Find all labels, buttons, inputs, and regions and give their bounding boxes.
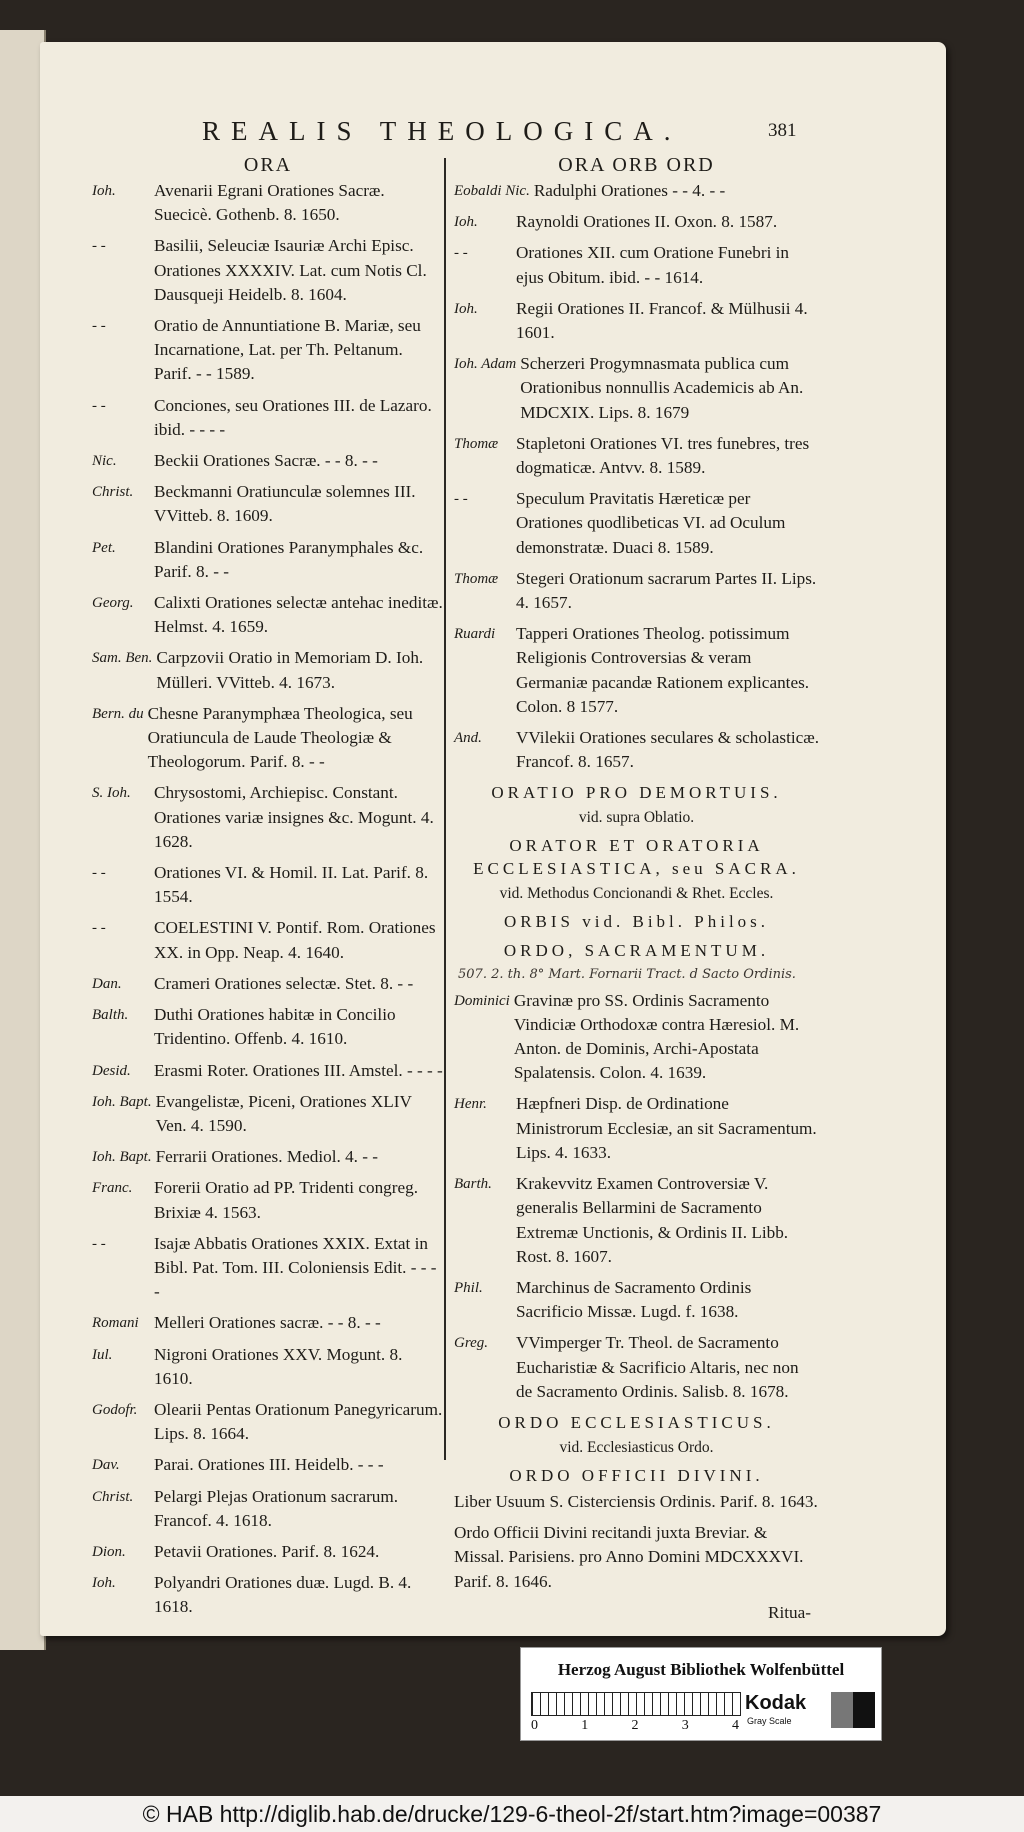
- entry-text: Ordo Officii Divini recitandi juxta Breviar. & Missal. Parisiens. pro Anno Domini MDCXXXVI. Parif. 8. 1646.: [454, 1523, 804, 1591]
- bibliography-entry: [454, 179, 819, 203]
- bibliography-entry: [92, 449, 444, 473]
- entry-author-prefix: Greg.: [454, 1335, 489, 1352]
- section-heading: ORATOR ET ORATORIA ECCLESIASTICA, seu SACRA.: [473, 836, 800, 879]
- entry-text: Orationes VI. & Homil. II. Lat. Parif. 8. 1554.: [154, 863, 429, 907]
- entry-author-prefix: - -: [454, 491, 468, 508]
- bibliography-entry: [92, 1145, 444, 1169]
- color-calibration-card: [520, 1647, 882, 1741]
- entry-text: Isajæ Abbatis Orationes XXIX. Extat in Bibl. Pat. Tom. III. Coloniensis Edit. - - - -: [154, 1233, 437, 1302]
- right-column-head: ORA ORB ORD: [558, 154, 715, 176]
- entry-author-prefix: Ioh. Bapt.: [92, 1093, 152, 1110]
- entry-text: Scherzeri Progymnasmata publica cum Orationibus nonnullis Academicis ab An. MDCXIX. Lips. 8. 1679: [520, 354, 804, 422]
- bibliography-entry: [454, 210, 819, 234]
- bibliography-entry: [92, 1059, 444, 1083]
- bibliography-entry: [92, 179, 444, 227]
- entry-author-prefix: Nic.: [92, 453, 117, 470]
- entry-text: Orationes XII. cum Oratione Funebri in ejus Obitum. ibid. - - 1614.: [516, 243, 790, 287]
- entry-author-prefix: Ioh.: [454, 300, 478, 317]
- entry-text: Chrysostomi, Archiepisc. Constant. Orationes variæ insignes &c. Mogunt. 4. 1628.: [154, 783, 434, 851]
- entry-author-prefix: Franc.: [92, 1180, 133, 1197]
- entry-text: Radulphi Orationes - - 4. - -: [533, 181, 726, 200]
- entry-author-prefix: Christ.: [92, 484, 134, 501]
- bibliography-entry: [92, 972, 444, 996]
- entry-text: VVilekii Orationes seculares & scholasticæ. Francof. 8. 1657.: [516, 728, 820, 772]
- gray-patch-dark: [853, 1692, 875, 1728]
- entry-author-prefix: Eobaldi Nic.: [454, 183, 530, 199]
- bibliography-entry: [454, 1276, 819, 1324]
- bibliography-entry: [454, 1331, 819, 1404]
- entry-author-prefix: Phil.: [454, 1279, 483, 1296]
- entry-text: Evangelistæ, Piceni, Orationes XLIV Ven. 4. 1590.: [155, 1091, 412, 1135]
- bibliography-entry: [92, 1232, 444, 1305]
- entry-author-prefix: And.: [454, 730, 482, 747]
- entry-text: Petavii Orationes. Parif. 8. 1624.: [154, 1541, 380, 1561]
- copyright-footer: © HAB http://diglib.hab.de/drucke/129-6-theol-2f/start.htm?image=00387: [0, 1796, 1024, 1832]
- bibliography-entry: [454, 567, 819, 615]
- handwritten-annotation: 507. 2. th. 8° Mart. Fornarii Tract. d Sacto Ordinis.: [458, 967, 796, 983]
- entry-text: Marchinus de Sacramento Ordinis Sacrificio Missæ. Lugd. f. 1638.: [516, 1277, 752, 1322]
- bibliography-entry: [92, 1485, 444, 1533]
- entry-text: Polyandri Orationes duæ. Lugd. B. 4. 1618.: [154, 1573, 412, 1617]
- entry-author-prefix: Pet.: [92, 539, 116, 556]
- bibliography-entry: [454, 297, 819, 345]
- entry-text: Crameri Orationes selectæ. Stet. 8. - -: [154, 973, 414, 993]
- left-column-head: ORA: [243, 154, 293, 176]
- entry-author-prefix: - -: [92, 865, 106, 882]
- section-heading: ORBIS vid. Bibl. Philos.: [503, 912, 770, 932]
- entry-author-prefix: Iul.: [92, 1346, 113, 1363]
- gray-patch-mid: [831, 1692, 853, 1728]
- entry-author-prefix: Thomæ: [454, 570, 499, 587]
- bibliography-entry: [92, 1176, 444, 1224]
- entry-author-prefix: Ruardi: [454, 626, 496, 643]
- entry-author-prefix: Ioh.: [92, 1575, 116, 1592]
- entry-author-prefix: S. Ioh.: [92, 785, 131, 802]
- bibliography-entry: [92, 480, 444, 528]
- bibliography-entry: [92, 1453, 444, 1477]
- entry-author-prefix: Romani: [92, 1315, 139, 1332]
- bibliography-entry: [454, 1521, 819, 1594]
- entry-author-prefix: - -: [92, 920, 106, 937]
- entry-author-prefix: Dominici: [454, 992, 510, 1009]
- entry-text: Calixti Orationes selectæ antehac ineditæ. Helmst. 4. 1659.: [154, 593, 443, 637]
- entry-author-prefix: Henr.: [454, 1096, 487, 1113]
- bibliography-entry: [92, 394, 444, 442]
- entry-author-prefix: Sam. Ben.: [92, 650, 153, 667]
- entry-text: Stapletoni Orationes VI. tres funebres, tres dogmaticæ. Antvv. 8. 1589.: [516, 433, 810, 478]
- library-name: Herzog August Bibliothek Wolfenbüttel: [557, 1660, 845, 1679]
- bibliography-entry: [454, 1092, 819, 1165]
- entry-author-prefix: Dan.: [92, 975, 122, 992]
- kodak-logo: Kodak: [745, 1692, 807, 1714]
- entry-author-prefix: Desid.: [92, 1062, 131, 1079]
- entry-author-prefix: - -: [92, 238, 106, 255]
- section-ref: vid. supra Oblatio.: [578, 809, 695, 827]
- entry-author-prefix: Ioh.: [92, 183, 116, 199]
- entry-author-prefix: Dav.: [92, 1457, 120, 1474]
- entry-text: Pelargi Plejas Orationum sacrarum. Francof. 4. 1618.: [154, 1486, 399, 1530]
- entry-author-prefix: Ioh.: [454, 214, 478, 231]
- bibliography-entry: [92, 1343, 444, 1391]
- entry-text: Regii Orationes II. Francof. & Mülhusii 4. 1601.: [516, 298, 808, 343]
- entry-author-prefix: Ioh. Adam: [454, 356, 517, 373]
- ruler-number: 4: [732, 1718, 739, 1733]
- entry-author-prefix: Godofr.: [92, 1401, 138, 1418]
- bibliography-entry: [92, 702, 444, 775]
- column-divider: [444, 158, 446, 1460]
- ruler-numbers: [531, 1718, 739, 1734]
- entry-author-prefix: - -: [92, 318, 106, 335]
- entry-author-prefix: Ioh. Bapt.: [92, 1149, 152, 1166]
- entry-text: Blandini Orationes Paranymphales &c. Parif. 8. - -: [154, 537, 424, 581]
- entry-text: Liber Usuum S. Cisterciensis Ordinis. Parif. 8. 1643.: [454, 1491, 818, 1511]
- entry-text: Chesne Paranymphæa Theologica, seu Oratiuncula de Laude Theologiæ & Theologorum. Parif. 8. - -: [147, 703, 413, 772]
- entry-text: Beckii Orationes Sacræ. - - 8. - -: [154, 451, 378, 471]
- entry-author-prefix: - -: [92, 397, 106, 414]
- entry-author-prefix: Thomæ: [454, 435, 499, 452]
- bibliography-entry: [92, 1398, 444, 1446]
- right-column: [454, 152, 819, 1625]
- entry-text: Olearii Pentas Orationum Panegyricarum. Lips. 8. 1664.: [154, 1399, 443, 1444]
- right-entry-list-c: [454, 1490, 819, 1594]
- section-ref: vid. Methodus Concionandi & Rhet. Eccles.: [499, 885, 774, 903]
- section-heading: ORDO, SACRAMENTUM.: [503, 941, 770, 961]
- bibliography-entry: [454, 1172, 819, 1269]
- entry-text: VVimperger Tr. Theol. de Sacramento Eucharistiæ & Sacrificio Altaris, nec non de Sacramento Ordinis. Salisb. 8. 1678.: [516, 1333, 799, 1401]
- bibliography-entry: [92, 646, 444, 694]
- page-number: 381: [768, 120, 797, 141]
- gray-scale-label: Gray Scale: [747, 1716, 792, 1726]
- ruler-number: 2: [631, 1718, 639, 1733]
- entry-text: Beckmanni Oratiunculæ solemnes III. VVitteb. 8. 1609.: [154, 482, 416, 526]
- entry-text: Hæpfneri Disp. de Ordinatione Ministrorum Ecclesiæ, an sit Sacramentum. Lips. 4. 1633.: [516, 1094, 817, 1162]
- entry-text: Carpzovii Oratio in Memoriam D. Ioh. Mülleri. VVitteb. 4. 1673.: [156, 648, 424, 692]
- bibliography-entry: [454, 1490, 819, 1514]
- entry-author-prefix: Balth.: [92, 1007, 129, 1024]
- entry-author-prefix: Georg.: [92, 595, 134, 612]
- bibliography-entry: [454, 487, 819, 560]
- ruler-number: 0: [531, 1718, 538, 1733]
- section-ref: vid. Ecclesiasticus Ordo.: [559, 1438, 714, 1456]
- entry-author-prefix: Dion.: [92, 1543, 126, 1560]
- entry-text: Speculum Pravitatis Hæreticæ per Orationes quodlibeticas VI. ad Oculum demonstratæ. Duaci 8. 1589.: [516, 489, 786, 557]
- entry-text: Ferrarii Orationes. Mediol. 4. - -: [155, 1147, 379, 1167]
- entry-text: Parai. Orationes III. Heidelb. - - -: [154, 1455, 384, 1475]
- entry-text: COELESTINI V. Pontif. Rom. Orationes XX. in Opp. Neap. 4. 1640.: [154, 918, 436, 962]
- ruler-scale: [531, 1692, 741, 1716]
- bibliography-entry: [92, 1003, 444, 1051]
- entry-text: Avenarii Egrani Orationes Sacræ. Suecicè. Gothenb. 8. 1650.: [154, 181, 385, 225]
- left-column: [92, 152, 444, 1627]
- entry-text: Gravinæ pro SS. Ordinis Sacramento Vindiciæ Orthodoxæ contra Hæresiol. M. Anton. de Dominis, Archi-Apostata Spalatensis. Colon. 4. 1639.: [513, 990, 800, 1083]
- bibliography-entry: [92, 1540, 444, 1564]
- entry-author-prefix: Bern. du: [92, 705, 144, 722]
- catchword: Ritua-: [768, 1602, 811, 1622]
- bibliography-entry: [454, 622, 819, 719]
- entry-text: Conciones, seu Orationes III. de Lazaro. ibid. - - - -: [154, 395, 432, 439]
- bibliography-entry: [92, 916, 444, 964]
- entry-text: Nigroni Orationes XXV. Mogunt. 8. 1610.: [154, 1344, 403, 1388]
- entry-author-prefix: Christ.: [92, 1488, 134, 1505]
- bibliography-entry: [454, 352, 819, 425]
- bibliography-entry: [92, 1090, 444, 1138]
- entry-text: Duthi Orationes habitæ in Concilio Tridentino. Offenb. 4. 1610.: [154, 1005, 396, 1049]
- entry-author-prefix: Barth.: [454, 1176, 492, 1193]
- right-entry-list-b: [454, 989, 819, 1404]
- ruler-number: 1: [581, 1718, 589, 1733]
- bibliography-entry: [454, 989, 819, 1086]
- section-heading: ORDO OFFICII DIVINI.: [509, 1465, 764, 1485]
- entry-text: Tapperi Orationes Theolog. potissimum Religionis Controversias & veram Germaniæ pacandæ Rationem explicantes. Colon. 8 1577.: [516, 624, 810, 716]
- bibliography-entry: [454, 241, 819, 289]
- entry-author-prefix: - -: [92, 1235, 106, 1252]
- entry-text: Oratio de Annuntiatione B. Mariæ, seu Incarnatione, Lat. per Th. Peltanum. Parif. - - 1589.: [154, 316, 421, 384]
- bibliography-entry: [92, 861, 444, 909]
- entry-text: Basilii, Seleuciæ Isauriæ Archi Episc. Orationes XXXXIV. Lat. cum Notis Cl. Dausqueji Heidelb. 8. 1604.: [154, 236, 427, 304]
- bibliography-entry: [92, 781, 444, 854]
- bibliography-entry: [454, 432, 819, 480]
- section-heading: ORATIO PRO DEMORTUIS.: [491, 783, 782, 803]
- ruler-number: 3: [681, 1718, 689, 1733]
- bibliography-entry: [92, 1311, 444, 1335]
- entry-text: Melleri Orationes sacræ. - - 8. - -: [154, 1313, 381, 1333]
- entry-text: Stegeri Orationum sacrarum Partes II. Lips. 4. 1657.: [516, 568, 817, 613]
- left-entry-list: [92, 179, 444, 1620]
- bibliography-entry: [92, 1571, 444, 1619]
- entry-text: Forerii Oratio ad PP. Tridenti congreg. Brixiæ 4. 1563.: [154, 1178, 419, 1222]
- bibliography-entry: [454, 726, 819, 774]
- bibliography-entry: [92, 591, 444, 639]
- entry-text: Raynoldi Orationes II. Oxon. 8. 1587.: [516, 212, 778, 232]
- entry-text: Krakevvitz Examen Controversiæ V. generalis Bellarmini de Sacramento Extremæ Unctionis, & Ordinis II. Libb. Rost. 8. 1607.: [516, 1174, 789, 1266]
- right-entry-list-a: [454, 179, 819, 774]
- entry-text: Erasmi Roter. Orationes III. Amstel. - - - -: [154, 1060, 443, 1080]
- entry-author-prefix: - -: [454, 245, 468, 262]
- running-header: REALIS THEOLOGICA.: [202, 116, 682, 146]
- bibliography-entry: [92, 536, 444, 584]
- section-heading: ORDO ECCLESIASTICUS.: [498, 1412, 775, 1432]
- bibliography-entry: [92, 314, 444, 387]
- bibliography-entry: [92, 234, 444, 307]
